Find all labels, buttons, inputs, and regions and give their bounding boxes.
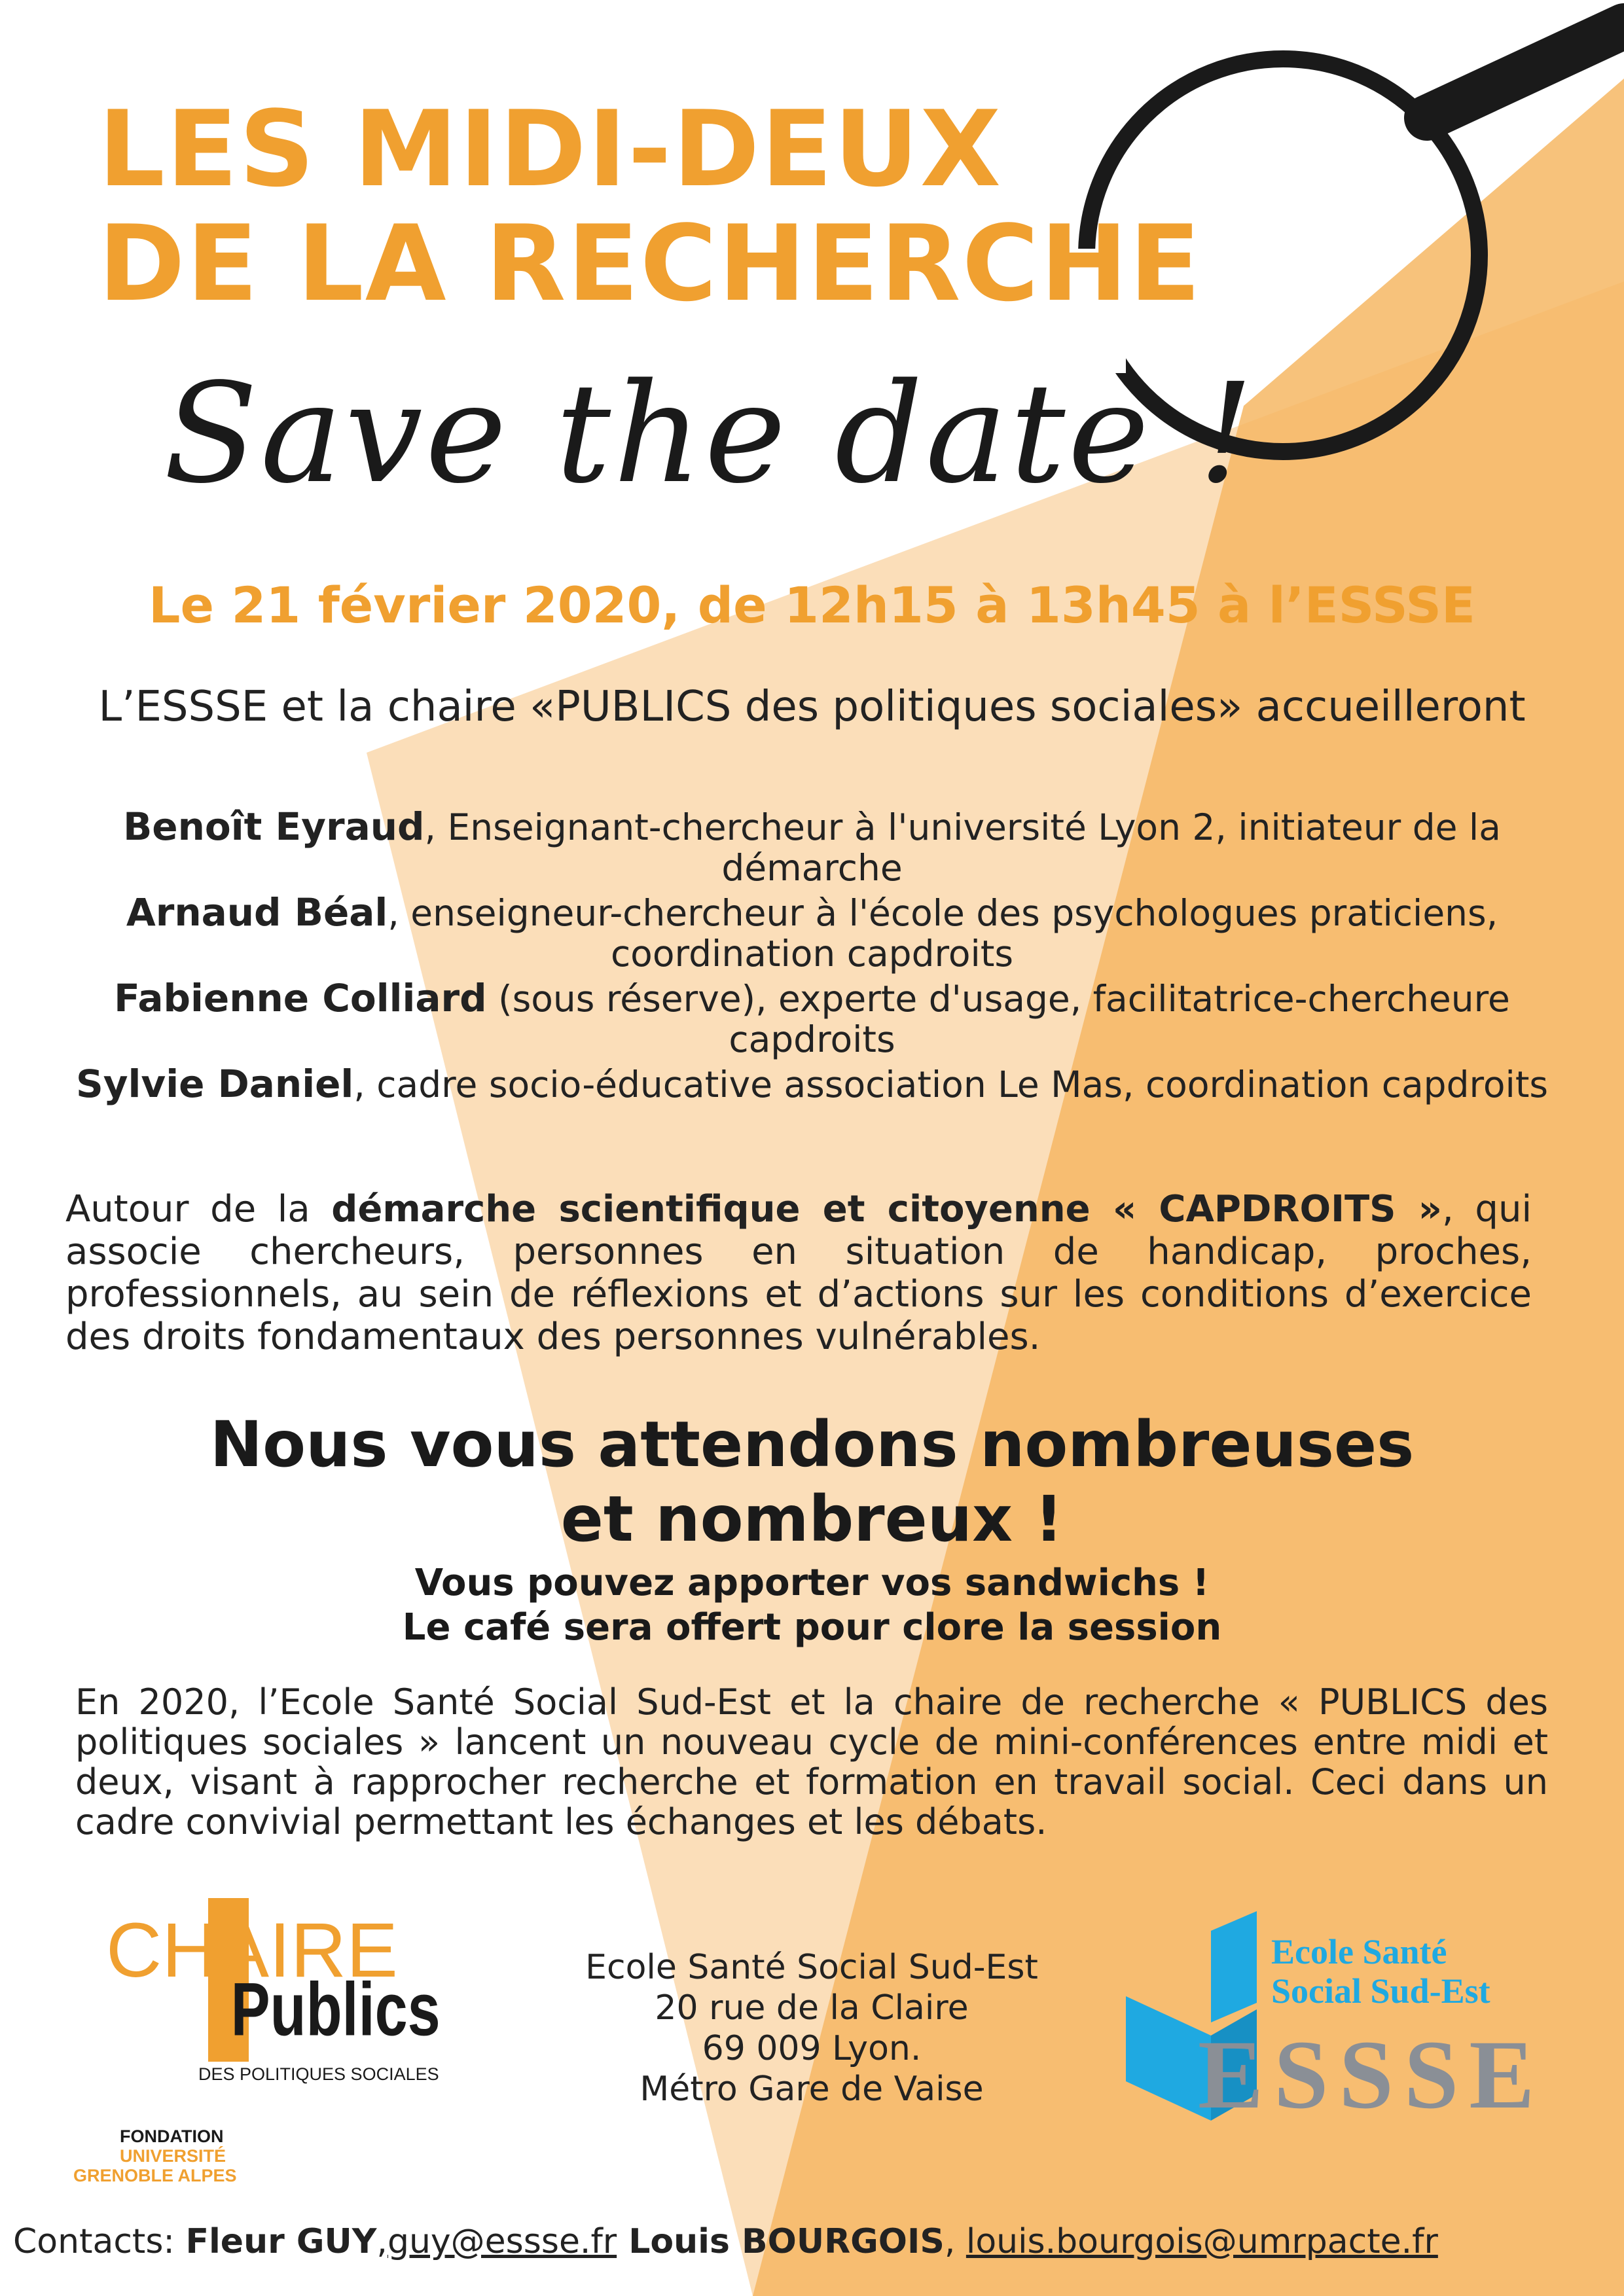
subheadline	[0, 1561, 1624, 1650]
chaire-logo-grenoble: GRENOBLE ALPES	[73, 2166, 237, 2185]
save-the-date: Save the date !	[164, 353, 1256, 514]
capdroits-bold: démarche scientifique et citoyenne « CAPDROITS »	[331, 1188, 1442, 1230]
subheadline-line-1: Vous pouvez apporter vos sandwichs !	[414, 1562, 1210, 1604]
speaker-item	[65, 806, 1559, 888]
speaker-item	[65, 1064, 1559, 1105]
essse-logo-mark-top	[1211, 1911, 1257, 2022]
address-line-3: 69 009 Lyon.	[702, 2029, 922, 2068]
speaker-name: Benoît Eyraud	[123, 804, 425, 849]
capdroits-rest: , qui associe chercheurs, personnes en situation de handicap, proches, professionnels, au sein de réflexions et d’actions sur les conditions d’exercice des droits fondamentaux des personnes vulnérables.	[65, 1188, 1532, 1358]
event-date: Le 21 février 2020, de 12h15 à 13h45 à l’ESSSE	[149, 576, 1475, 634]
title-line-1: LES MIDI-DEUX	[98, 88, 1003, 210]
address-line-2: 20 rue de la Claire	[655, 1988, 969, 2028]
address-line-1: Ecole Santé Social Sud-Est	[585, 1948, 1038, 1987]
chaire-logo-tagline: DES POLITIQUES SOCIALES	[198, 2064, 439, 2084]
headline	[0, 1407, 1624, 1556]
speaker-item	[65, 892, 1559, 974]
speaker-list	[65, 806, 1559, 1109]
subheadline-line-2: Le café sera offert pour clore la session	[402, 1606, 1222, 1649]
address-line-4: Métro Gare de Vaise	[640, 2070, 984, 2109]
contacts-label: Contacts:	[13, 2222, 186, 2261]
speaker-role: , Enseignant-chercheur à l'université Lyon 2, initiateur de la démarche	[424, 806, 1501, 889]
title-line-2: DE LA RECHERCHE	[98, 202, 1202, 325]
address-block	[511, 1947, 1113, 2109]
contact-separator-1: ,	[376, 2222, 388, 2261]
contacts-line	[13, 2222, 1438, 2261]
essse-logo-line-1: Ecole Santé	[1271, 1932, 1447, 1971]
speaker-name: Arnaud Béal	[126, 890, 388, 935]
speaker-name: Fabienne Colliard	[114, 976, 487, 1020]
cycle-paragraph: En 2020, l’Ecole Santé Social Sud-Est et la chaire de recherche « PUBLICS des politiques sociales » lancent un nouveau cycle de mini-conférences entre midi et deux, visant à rapprocher recherche et formation en travail social. Ceci dans un cadre convivial permettant les échanges et les débats.	[75, 1681, 1548, 1842]
speaker-role: , cadre socio-éducative association Le Mas, coordination capdroits	[353, 1064, 1549, 1105]
speaker-role: (sous réserve), experte d'usage, facilitatrice-chercheure capdroits	[486, 978, 1510, 1060]
headline-line-2: et nombreux !	[560, 1482, 1064, 1556]
chaire-logo-publics: Publics	[230, 1967, 441, 2051]
contact-email-1-link[interactable]: guy@essse.fr	[387, 2222, 617, 2261]
essse-logo-line-2: Social Sud-Est	[1271, 1971, 1490, 2011]
essse-logo-acronym: ESSSE	[1198, 2020, 1545, 2129]
speaker-name: Sylvie Daniel	[75, 1062, 354, 1106]
speaker-item	[65, 978, 1559, 1060]
speaker-role: , enseigneur-chercheur à l'école des psychologues praticiens, coordination capdroits	[388, 892, 1498, 975]
chaire-logo-word: CHAIRE	[106, 1907, 398, 1994]
headline-line-1: Nous vous attendons nombreuses	[209, 1408, 1415, 1481]
intro-text: L’ESSSE et la chaire «PUBLICS des politiques sociales» accueilleront	[98, 683, 1526, 731]
contact-name-1: Fleur GUY	[185, 2222, 377, 2261]
capdroits-paragraph	[65, 1188, 1532, 1358]
chaire-logo-fondation: FONDATION	[120, 2126, 224, 2146]
page-title	[98, 88, 1202, 325]
contact-email-2-link[interactable]: louis.bourgois@umrpacte.fr	[965, 2222, 1438, 2261]
contact-name-2: Louis BOURGOIS	[617, 2222, 945, 2261]
chaire-logo-universite: UNIVERSITÉ	[120, 2146, 226, 2166]
contact-separator-2: ,	[944, 2222, 966, 2261]
capdroits-lead: Autour de la	[65, 1188, 332, 1230]
essse-logo	[1126, 1931, 1571, 2127]
chaire-publics-logo	[73, 1898, 471, 2206]
